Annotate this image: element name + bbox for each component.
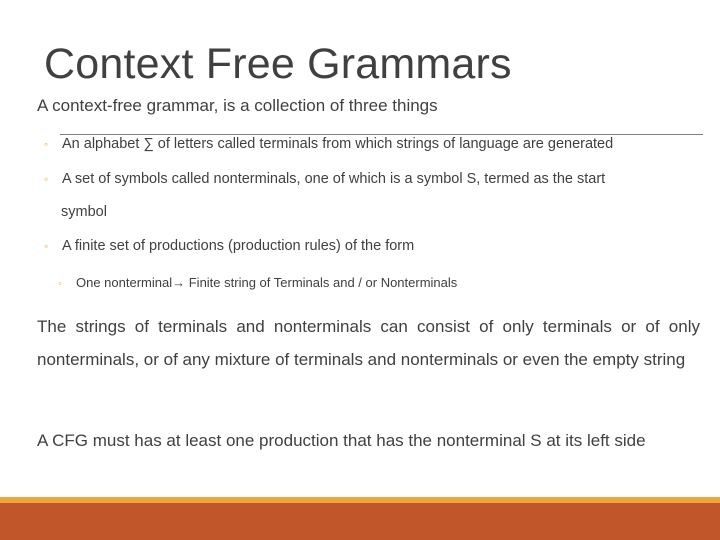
paragraph-strings: The strings of terminals and nonterminals can consist of only terminals or of only nonterminals, or of any mixture of terminals and nonterminals or even the empty string: [37, 317, 700, 369]
strike-line: [60, 134, 703, 135]
bullet-nonterminals: [44, 163, 700, 229]
sub-bullet-production-form: [58, 266, 457, 301]
footer-bar: [0, 503, 720, 540]
bullet-mark: ◦: [44, 172, 49, 186]
arrow-icon: →: [172, 275, 186, 290]
sub-bullet-text: One nonterminal: [76, 275, 173, 290]
bullet-mark: ◦: [58, 278, 62, 290]
bullet-text: symbol: [61, 204, 107, 220]
bullet-text: An alphabet: [62, 136, 144, 152]
bullet-productions: [44, 230, 414, 263]
sub-bullet-text: Finite string of Terminals and / or Nonterminals: [185, 275, 458, 290]
bullet-mark: ◦: [44, 137, 49, 151]
bullet-text: A set of symbols called nonterminals, one of which is a symbol S, termed as the start: [62, 171, 606, 187]
sigma-symbol: ∑: [143, 136, 154, 152]
paragraph-cfg-rule: A CFG must has at least one production that has the nonterminal S at its left side: [37, 431, 646, 450]
slide-title: Context Free Grammars: [44, 40, 512, 88]
bullet-alphabet: [44, 128, 704, 161]
bullet-text: of letters called terminals from which strings of language are generated: [153, 136, 614, 152]
bullet-text: A finite set of productions (production rules) of the form: [62, 238, 415, 254]
bullet-mark: ◦: [44, 239, 49, 253]
lead-text: A context-free grammar, is a collection of three things: [37, 96, 438, 115]
